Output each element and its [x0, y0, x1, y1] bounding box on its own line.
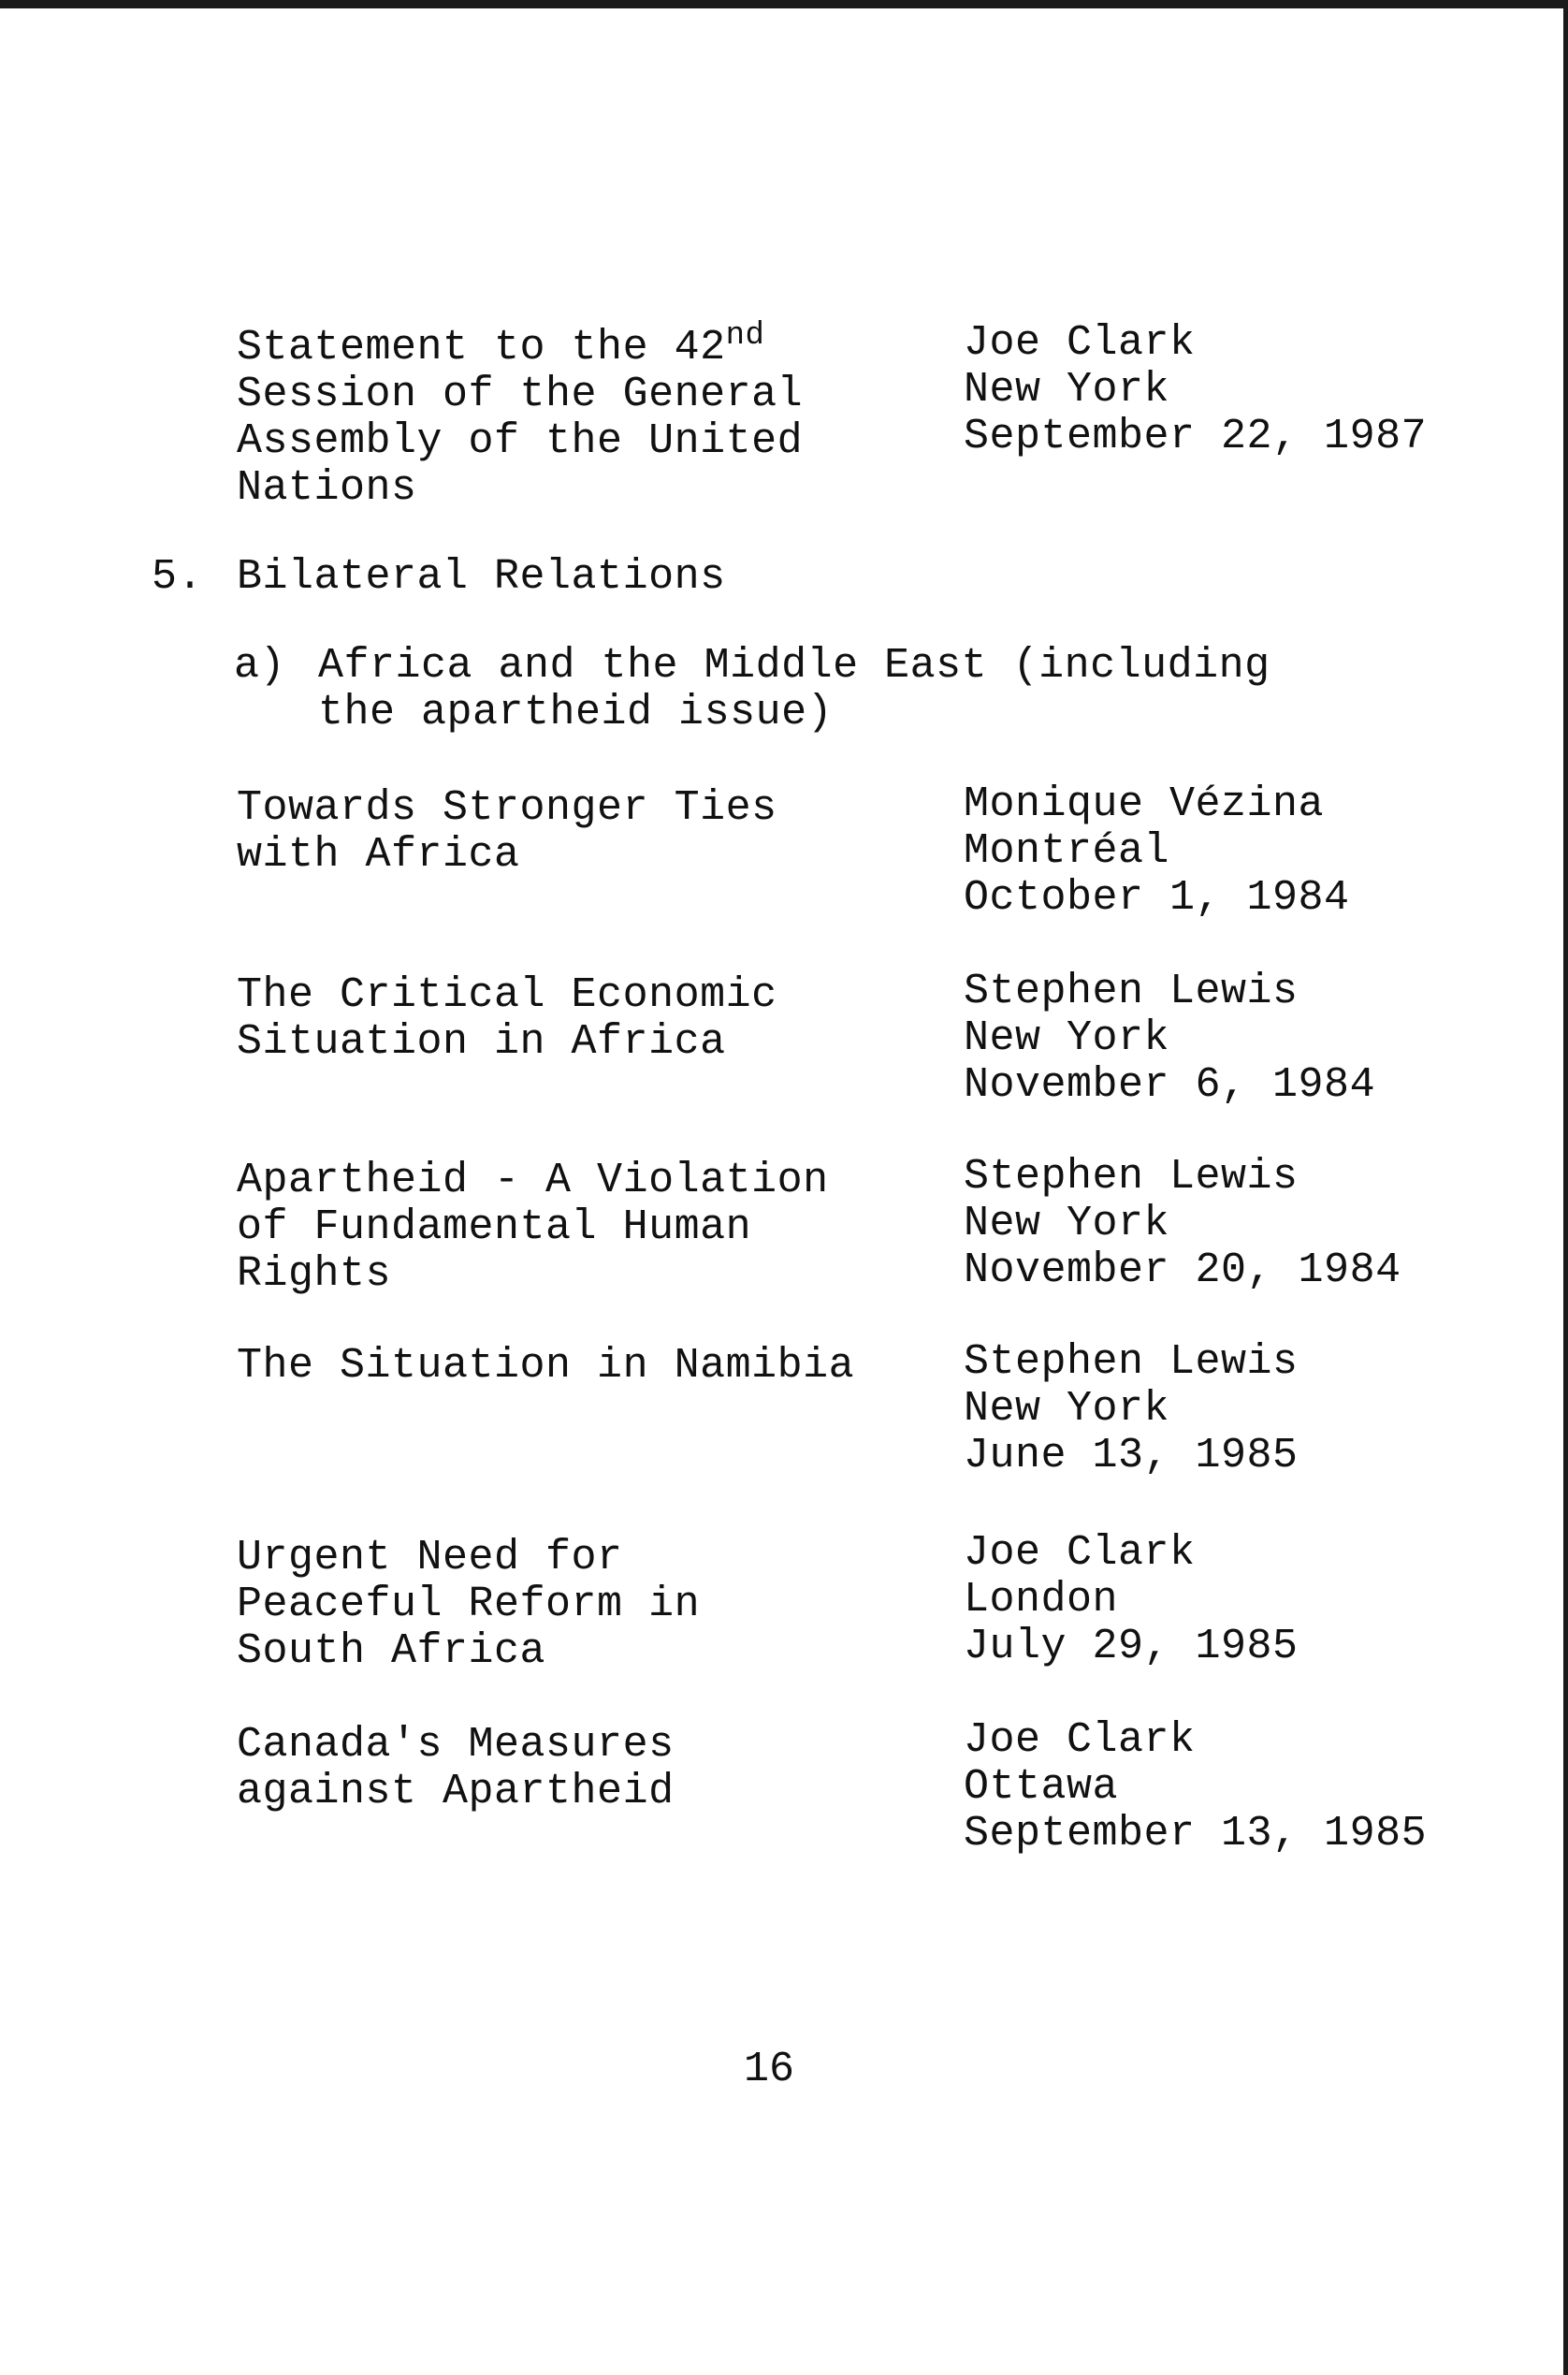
entry-title — [237, 785, 777, 879]
entry-speaker: Stephen Lewis — [964, 1338, 1299, 1386]
entry-title-line: Statement to the 42 — [237, 324, 726, 372]
entry-date: July 29, 1985 — [964, 1623, 1299, 1670]
subsection-title — [318, 643, 1270, 736]
entry-title-line: Canada's Measures — [237, 1721, 675, 1769]
entry-details — [964, 1154, 1401, 1294]
entry-details — [964, 781, 1350, 922]
entry-title-line: Nations — [237, 464, 417, 512]
entry-date: September 22, 1987 — [964, 413, 1428, 460]
entry-title-line: South Africa — [237, 1627, 546, 1675]
entry-title — [237, 1158, 829, 1298]
entry-title-line: Towards Stronger Ties — [237, 784, 777, 832]
subsection-title-line: Africa and the Middle East (including — [318, 642, 1270, 690]
entry-place: Montréal — [964, 827, 1170, 875]
entry-date: June 13, 1985 — [964, 1432, 1299, 1479]
entry-title-line: against Apartheid — [237, 1768, 675, 1815]
entry-speaker: Joe Clark — [964, 1529, 1196, 1577]
entry-speaker: Stephen Lewis — [964, 1153, 1299, 1201]
entry-title — [237, 1535, 700, 1675]
entry-speaker: Joe Clark — [964, 1716, 1196, 1764]
entry-speaker: Joe Clark — [964, 319, 1196, 367]
entry-title-line: The Critical Economic — [237, 971, 777, 1019]
entry-details — [964, 1717, 1427, 1858]
entry-date: September 13, 1985 — [964, 1810, 1428, 1858]
entry-title-line: Apartheid - A Violation — [237, 1157, 829, 1204]
subsection-label: a) — [234, 642, 286, 690]
entry-place: London — [964, 1576, 1119, 1624]
entry-details — [964, 320, 1427, 460]
entry-title-line: Situation in Africa — [237, 1018, 726, 1066]
entry-title-line: Peaceful Reform in — [237, 1581, 701, 1628]
entry-place: New York — [964, 366, 1170, 414]
entry-details — [964, 1530, 1299, 1670]
subsection-title-line: the apartheid issue) — [318, 689, 834, 736]
entry-date: November 20, 1984 — [964, 1246, 1401, 1294]
entry-place: New York — [964, 1385, 1170, 1433]
entry-title-line: The Situation in Namibia — [237, 1342, 855, 1390]
section-number: 5. — [152, 553, 204, 601]
entry-title — [237, 1722, 675, 1815]
entry-title-line: with Africa — [237, 831, 520, 879]
entry-title-line: Assembly of the United — [237, 417, 804, 465]
entry-title-line: Rights — [237, 1250, 392, 1298]
entry-title — [237, 972, 777, 1066]
entry-title-line: Session of the General — [237, 371, 804, 418]
entry-date: November 6, 1984 — [964, 1061, 1376, 1109]
ordinal-suffix: nd — [725, 318, 765, 354]
entry-speaker: Stephen Lewis — [964, 968, 1299, 1015]
entry-title — [237, 1343, 854, 1390]
entry-title — [237, 318, 804, 512]
entry-date: October 1, 1984 — [964, 874, 1350, 922]
entry-place: Ottawa — [964, 1763, 1119, 1811]
page-number: 16 — [744, 2046, 795, 2093]
entry-speaker: Monique Vézina — [964, 780, 1325, 828]
entry-place: New York — [964, 1014, 1170, 1062]
entry-place: New York — [964, 1200, 1170, 1247]
entry-details — [964, 1339, 1299, 1479]
entry-details — [964, 969, 1375, 1109]
section-title: Bilateral Relations — [237, 553, 726, 601]
entry-title-line: Urgent Need for — [237, 1534, 623, 1581]
entry-title-line: of Fundamental Human — [237, 1203, 752, 1251]
